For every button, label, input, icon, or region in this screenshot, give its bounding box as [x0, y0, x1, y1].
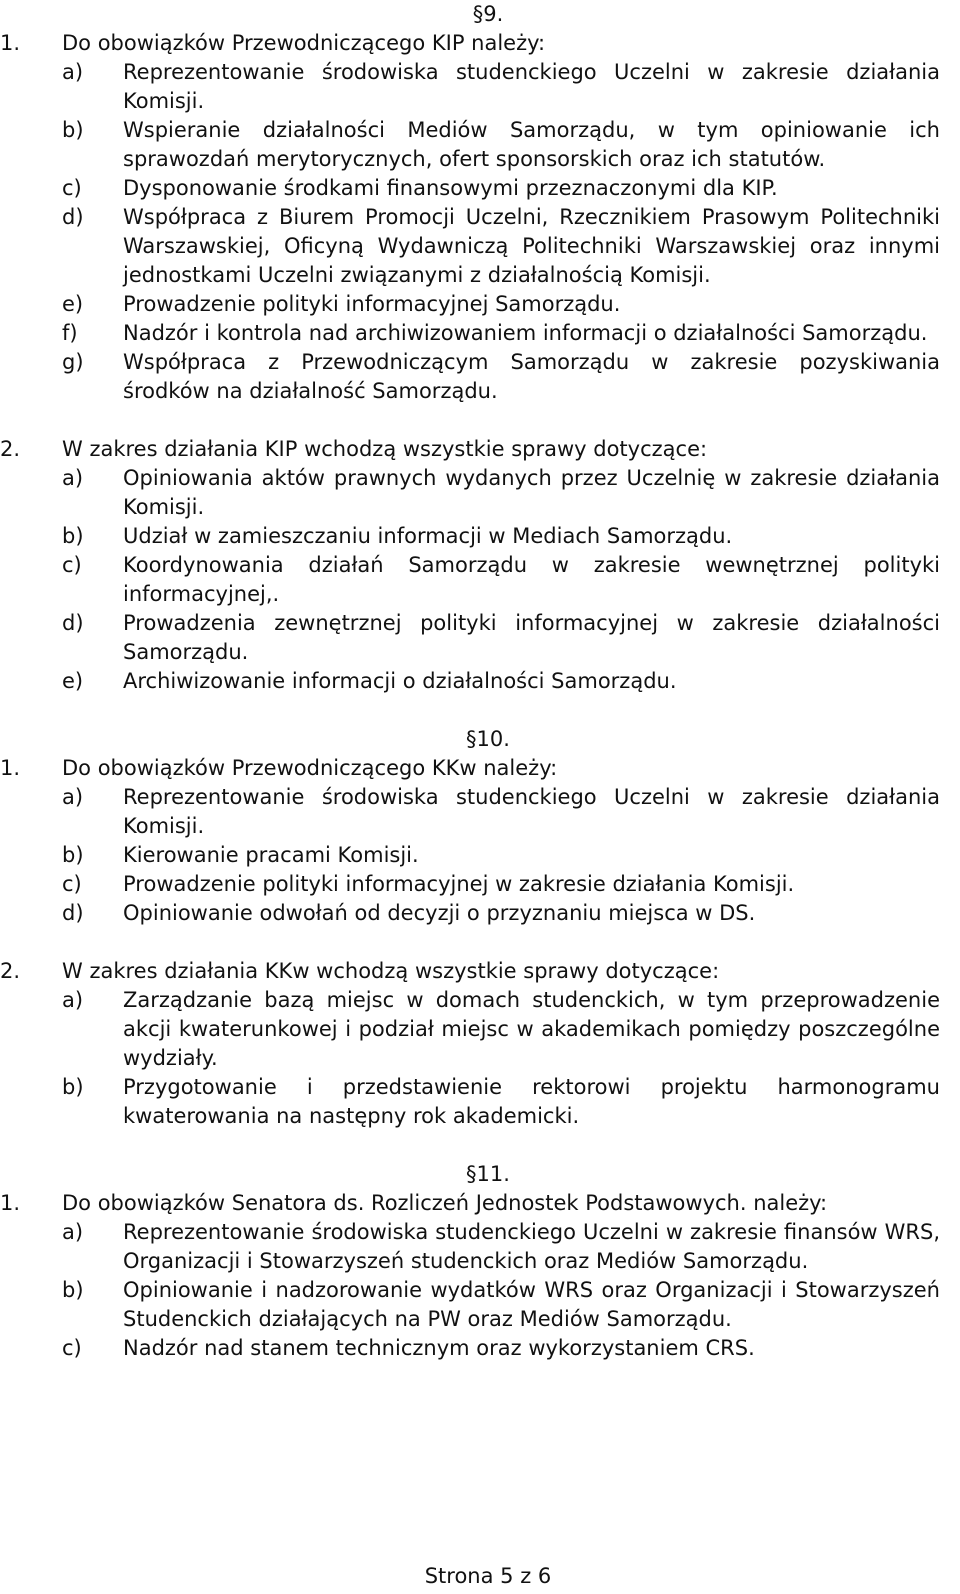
list-item — [0, 58, 960, 116]
list-item — [0, 174, 960, 203]
list-item — [0, 290, 960, 319]
list-item — [0, 667, 960, 696]
list-item — [0, 1073, 960, 1131]
item-letter: c) — [62, 872, 82, 896]
item-text: Zarządzanie bazą miejsc w domach studenckich, w tym przeprowadzenie akcji kwaterunkowej i podział miejsc w akademikach pomiędzy poszczególne wydziały. — [123, 988, 940, 1070]
item-text: Reprezentowanie środowiska studenckiego Uczelni w zakresie działania Komisji. — [123, 60, 940, 113]
item-letter: a) — [62, 1220, 84, 1244]
item-text: Archiwizowanie informacji o działalności Samorządu. — [123, 669, 677, 693]
item-text: Nadzór nad stanem technicznym oraz wykorzystaniem CRS. — [123, 1336, 755, 1360]
item-text: Reprezentowanie środowiska studenckiego Uczelni w zakresie finansów WRS, Organizacji i Stowarzyszeń studenckich oraz Mediów Samorządu. — [123, 1220, 940, 1273]
item-letter: a) — [62, 466, 84, 490]
point-spacer — [0, 928, 960, 957]
item-letter: b) — [62, 118, 84, 142]
section — [0, 1160, 960, 1363]
section — [0, 725, 960, 1131]
item-letter: b) — [62, 524, 84, 548]
point-spacer — [0, 406, 960, 435]
sub-item-list — [0, 1218, 960, 1363]
item-text: Współpraca z Przewodniczącym Samorządu w zakresie pozyskiwania środków na działalność Samorządu. — [123, 350, 940, 403]
list-item — [0, 870, 960, 899]
numbered-point — [0, 754, 960, 783]
item-letter: a) — [62, 785, 84, 809]
item-letter: c) — [62, 176, 82, 200]
section-title: §11. — [466, 1162, 510, 1186]
numbered-point — [0, 435, 960, 464]
sub-item-list — [0, 986, 960, 1131]
list-item — [0, 1334, 960, 1363]
point-number: 1. — [0, 756, 21, 780]
point-number: 2. — [0, 437, 21, 461]
item-letter: f) — [62, 321, 78, 345]
section — [0, 0, 960, 696]
item-letter: e) — [62, 669, 84, 693]
list-item — [0, 841, 960, 870]
list-item — [0, 464, 960, 522]
item-letter: d) — [62, 901, 84, 925]
section-spacer — [0, 696, 960, 725]
numbered-point — [0, 29, 960, 58]
point-number: 1. — [0, 1191, 21, 1215]
point-number: 2. — [0, 959, 21, 983]
item-text: Prowadzenie polityki informacyjnej Samorządu. — [123, 292, 621, 316]
list-item — [0, 986, 960, 1073]
item-text: Prowadzenia zewnętrznej polityki informacyjnej w zakresie działalności Samorządu. — [123, 611, 940, 664]
section-spacer — [0, 1131, 960, 1160]
numbered-point — [0, 957, 960, 986]
numbered-point — [0, 1189, 960, 1218]
item-text: Reprezentowanie środowiska studenckiego Uczelni w zakresie działania Komisji. — [123, 785, 940, 838]
item-letter: e) — [62, 292, 84, 316]
list-item — [0, 348, 960, 406]
item-text: Nadzór i kontrola nad archiwizowaniem informacji o działalności Samorządu. — [123, 321, 928, 345]
item-letter: c) — [62, 553, 82, 577]
list-item — [0, 116, 960, 174]
item-letter: a) — [62, 60, 84, 84]
item-letter: b) — [62, 1075, 84, 1099]
item-text: Dysponowanie środkami finansowymi przeznaczonymi dla KIP. — [123, 176, 778, 200]
item-letter: b) — [62, 1278, 84, 1302]
list-item — [0, 551, 960, 609]
point-text: W zakres działania KKw wchodzą wszystkie sprawy dotyczące: — [62, 959, 720, 983]
item-text: Opiniowanie i nadzorowanie wydatków WRS oraz Organizacji i Stowarzyszeń Studenckich działających na PW oraz Mediów Samorządu. — [123, 1278, 940, 1331]
list-item — [0, 609, 960, 667]
item-text: Wspieranie działalności Mediów Samorządu, w tym opiniowanie ich sprawozdań merytorycznych, ofert sponsorskich oraz ich statutów. — [123, 118, 940, 171]
item-text: Koordynowania działań Samorządu w zakresie wewnętrznej polityki informacyjnej,. — [123, 553, 940, 606]
item-letter: a) — [62, 988, 84, 1012]
list-item — [0, 319, 960, 348]
list-item — [0, 203, 960, 290]
point-text: Do obowiązków Senatora ds. Rozliczeń Jednostek Podstawowych. należy: — [62, 1191, 828, 1215]
item-letter: g) — [62, 350, 84, 374]
item-text: Udział w zamieszczaniu informacji w Mediach Samorządu. — [123, 524, 733, 548]
page-footer: Strona 5 z 6 — [424, 1564, 552, 1588]
list-item — [0, 522, 960, 551]
point-number: 1. — [0, 31, 21, 55]
item-text: Prowadzenie polityki informacyjnej w zakresie działania Komisji. — [123, 872, 795, 896]
item-letter: b) — [62, 843, 84, 867]
sub-item-list — [0, 58, 960, 406]
point-text: Do obowiązków Przewodniczącego KKw należy: — [62, 756, 558, 780]
list-item — [0, 899, 960, 928]
section-title: §10. — [466, 727, 510, 751]
list-item — [0, 783, 960, 841]
item-text: Opiniowania aktów prawnych wydanych przez Uczelnię w zakresie działania Komisji. — [123, 466, 940, 519]
list-item — [0, 1218, 960, 1276]
item-letter: d) — [62, 205, 84, 229]
section-title: §9. — [472, 2, 504, 26]
item-text: Przygotowanie i przedstawienie rektorowi projektu harmonogramu kwaterowania na następny rok akademicki. — [123, 1075, 940, 1128]
item-text: Współpraca z Biurem Promocji Uczelni, Rzecznikiem Prasowym Politechniki Warszawskiej, Oficyną Wydawniczą Politechniki Warszawskiej oraz innymi jednostkami Uczelni związanymi z działalnością Komisji. — [123, 205, 940, 287]
point-text: Do obowiązków Przewodniczącego KIP należy: — [62, 31, 546, 55]
list-item — [0, 1276, 960, 1334]
item-text: Kierowanie pracami Komisji. — [123, 843, 419, 867]
item-letter: d) — [62, 611, 84, 635]
sub-item-list — [0, 783, 960, 928]
sub-item-list — [0, 464, 960, 696]
item-letter: c) — [62, 1336, 82, 1360]
item-text: Opiniowanie odwołań od decyzji o przyznaniu miejsca w DS. — [123, 901, 756, 925]
point-text: W zakres działania KIP wchodzą wszystkie sprawy dotyczące: — [62, 437, 708, 461]
